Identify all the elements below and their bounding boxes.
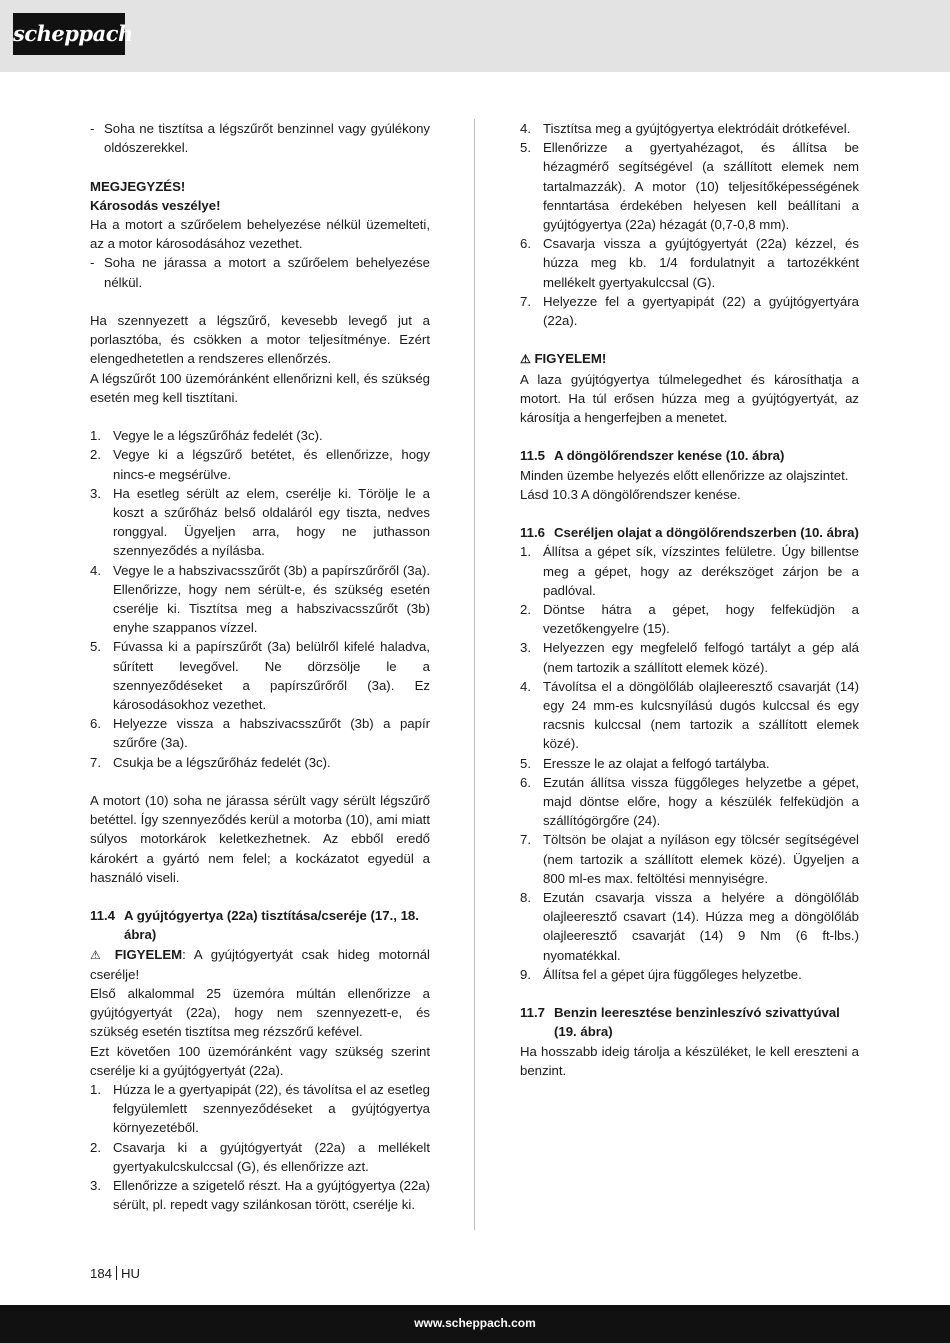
- list-item: 5. Eressze le az olajat a felfogó tartályba.: [520, 755, 770, 771]
- note-subtitle: Károsodás veszélye!: [90, 197, 221, 213]
- spark-plug-steps: [90, 1080, 430, 1214]
- column-divider: [474, 119, 475, 1230]
- warning-title: ⚠ FIGYELEM!: [520, 351, 607, 367]
- paragraph: A motort (10) soha ne járassa sérült vagy sérült légszűrő betéttel. Így szennyeződés kerül a motorba (10), ami miatt súlyos motorkárok keletkezhetnek. Az ebből eredő károkért a gyártó nem felel; a kockázatot egyedül a használó viseli.: [90, 793, 430, 885]
- paragraph: Első alkalommal 25 üzemóra múltán ellenőrizze a gyújtógyertyát (22a), hogy nem szennyezett-e, és szükség esetén tisztítsa meg rézszőrű kefével.: [90, 986, 430, 1040]
- paragraph: Ha szennyezett a légszűrő, kevesebb levegő jut a porlasztóba, és csökken a motor teljesítménye. Ezért elengedhetetlen a rendszeres ellenőrzés.: [90, 313, 430, 367]
- list-item: 3. Helyezzen egy megfelelő felfogó tartályt a gép alá (nem tartozik a szállított elemek közé).: [520, 640, 859, 675]
- section-heading-11-4: 11.4 A gyújtógyertya (22a) tisztítása/cseréje (17., 18. ábra): [90, 908, 419, 943]
- note-title: MEGJEGYZÉS!: [90, 178, 186, 194]
- list-item: 4. Vegye le a habszivacsszűrőt (3b) a papírszűrőről (3a). Ellenőrizze, hogy nem sérült-e, és szükség esetén cserélje ki. Tisztítsa meg a habszivacsszűrőt (3b) enyhe szappanos vízzel.: [90, 562, 430, 636]
- left-column: [90, 119, 430, 1215]
- page-number: 184 HU: [90, 1266, 141, 1281]
- oil-change-steps: [520, 542, 859, 984]
- list-item: 7. Töltsön be olajat a nyíláson egy tölcsér segítségével (nem tartozik a szállított elemek közé). Ügyeljen a 800 ml-es max. feltöltési mennyiségre.: [520, 832, 859, 886]
- list-item: 1. Vegye le a légszűrőház fedelét (3c).: [90, 428, 323, 444]
- brand-logo: scheppach: [13, 13, 125, 55]
- website-url: www.scheppach.com: [414, 1316, 536, 1330]
- list-item: 1. Húzza le a gyertyapipát (22), és távolítsa el az esetleg felgyülemlett szennyeződéseket a gyújtógyertya környezetéből.: [90, 1082, 430, 1136]
- page-separator: [116, 1266, 117, 1280]
- warning-line: ⚠ FIGYELEM: A gyújtógyertyát csak hideg motornál cserélje!: [90, 946, 430, 982]
- list-item: - Soha ne járassa a motort a szűrőelem behelyezése nélkül.: [90, 255, 430, 290]
- list-item: 8. Ezután csavarja vissza a helyére a döngölőláb olajleeresztő csavart (14). Húzza meg a döngölőláb olajleeresztő csavarját (14) 9 Nm (6 ft-lbs.) nyomatékkal.: [520, 890, 859, 963]
- list-item: 4. Tisztítsa meg a gyújtógyertya elektródáit drótkefével.: [520, 121, 851, 136]
- list-item: 1. Állítsa a gépet sík, vízszintes felületre. Úgy billentse meg a gépet, hogy az derékszöget zárjon be a padlóval.: [520, 544, 859, 598]
- page-header: [0, 0, 950, 72]
- section-heading-11-6: 11.6 Cseréljen olajat a döngölőrendszerben (10. ábra): [520, 525, 859, 541]
- list-item: - Soha ne tisztítsa a légszűrőt benzinnel vagy gyúlékony oldószerekkel.: [90, 121, 430, 156]
- page-footer: [0, 1305, 950, 1343]
- list-item: 5. Ellenőrizze a gyertyahézagot, és állítsa be hézagmérő segítségével (a szállított elemek nem tartalmazzák). A motor (10) teljesítőképességének fenntartása érdekében helyesen kell beállítani a gyújtógyertya (22a) hézagát (0,7-0,8 mm).: [520, 140, 859, 233]
- list-item: 9. Állítsa fel a gépet újra függőleges helyzetbe.: [520, 966, 802, 982]
- list-item: 7. Helyezze fel a gyertyapipát (22) a gyújtógyertyára (22a).: [520, 293, 859, 329]
- list-item: 4. Távolítsa el a döngölőláb olajleeresztő csavarját (14) egy 24 mm-es kulcsnyílású dugós kulccsal és egy racsnis kulccsal (nem tartozik a szállított elemek közé).: [520, 678, 859, 752]
- paragraph: Lásd 10.3 A döngölőrendszer kenése.: [520, 486, 741, 502]
- list-item: 3. Ellenőrizze a szigetelő részt. Ha a gyújtógyertya (22a) sérült, pl. repedt vagy szilánkosan törött, cserélje ki.: [90, 1178, 430, 1213]
- spark-plug-steps: [520, 119, 859, 330]
- list-item: 6. Csavarja vissza a gyújtógyertyát (22a) kézzel, és húzza meg kb. 1/4 fordulatnyit a tartozékként mellékelt gyertyakulccsal (G).: [520, 236, 859, 290]
- warning-icon: ⚠: [520, 352, 531, 367]
- list-item: 7. Csukja be a légszűrőház fedelét (3c).: [90, 754, 331, 770]
- paragraph: A légszűrőt 100 üzemóránként ellenőrizni kell, és szükség esetén meg kell tisztítani.: [90, 370, 430, 405]
- section-heading-11-5: 11.5 A döngölőrendszer kenése (10. ábra): [520, 448, 785, 464]
- right-column: [520, 119, 859, 1080]
- list-item: 6. Ezután állítsa vissza függőleges helyzetbe a gépet, majd döntse előre, hogy a készülék felfeküdjön a szállítógörgőre (24).: [520, 774, 859, 829]
- warning-icon: ⚠: [90, 947, 106, 962]
- list-item: 2. Csavarja ki a gyújtógyertyát (22a) a mellékelt gyertyakulcskulccsal (G), és ellenőrizze azt.: [90, 1139, 430, 1174]
- list-item: 3. Ha esetleg sérült az elem, cserélje ki. Törölje le a koszt a szűrőház belső oldaláról egy tiszta, nedves ronggyal. Ügyeljen arra, hogy ne juthasson szennyeződés a nyílásba.: [90, 485, 430, 559]
- paragraph: Ha hosszabb ideig tárolja a készüléket, le kell ereszteni a benzint.: [520, 1043, 859, 1078]
- list-item: 2. Vegye ki a légszűrő betétet, és ellenőrizze, hogy nincs-e megsérülve.: [90, 447, 430, 482]
- list-item: 2. Döntse hátra a gépet, hogy felfeküdjön a vezetőkengyelre (15).: [520, 602, 859, 637]
- paragraph: Minden üzembe helyezés előtt ellenőrizze az olajszintet.: [520, 467, 849, 483]
- note-text: Ha a motort a szűrőelem behelyezése nélkül üzemelteti, az a motor károsodásához vezethet.: [90, 217, 430, 252]
- list-item: 5. Fúvassa ki a papírszűrőt (3a) belülről kifelé haladva, sűrített levegővel. Ne dörzsölje le a szennyeződéseket a papírszűrőről (3a). Ez károsodásokhoz vezethet.: [90, 639, 430, 713]
- paragraph: Ezt követően 100 üzemóránként vagy szükség szerint cserélje ki a gyújtógyertyát (22a).: [90, 1043, 430, 1078]
- air-filter-steps: [90, 426, 430, 772]
- list-item: 6. Helyezze vissza a habszivacsszűrőt (3b) a papír szűrőre (3a).: [90, 716, 430, 751]
- section-heading-11-7: 11.7 Benzin leeresztése benzinleszívó szivattyúval (19. ábra): [520, 1005, 840, 1040]
- warning-text: A laza gyújtógyertya túlmelegedhet és károsíthatja a motort. Ha túl erősen húzza meg a gyújtógyertyát, az károsítja a hengerfejben a menetet.: [520, 371, 859, 426]
